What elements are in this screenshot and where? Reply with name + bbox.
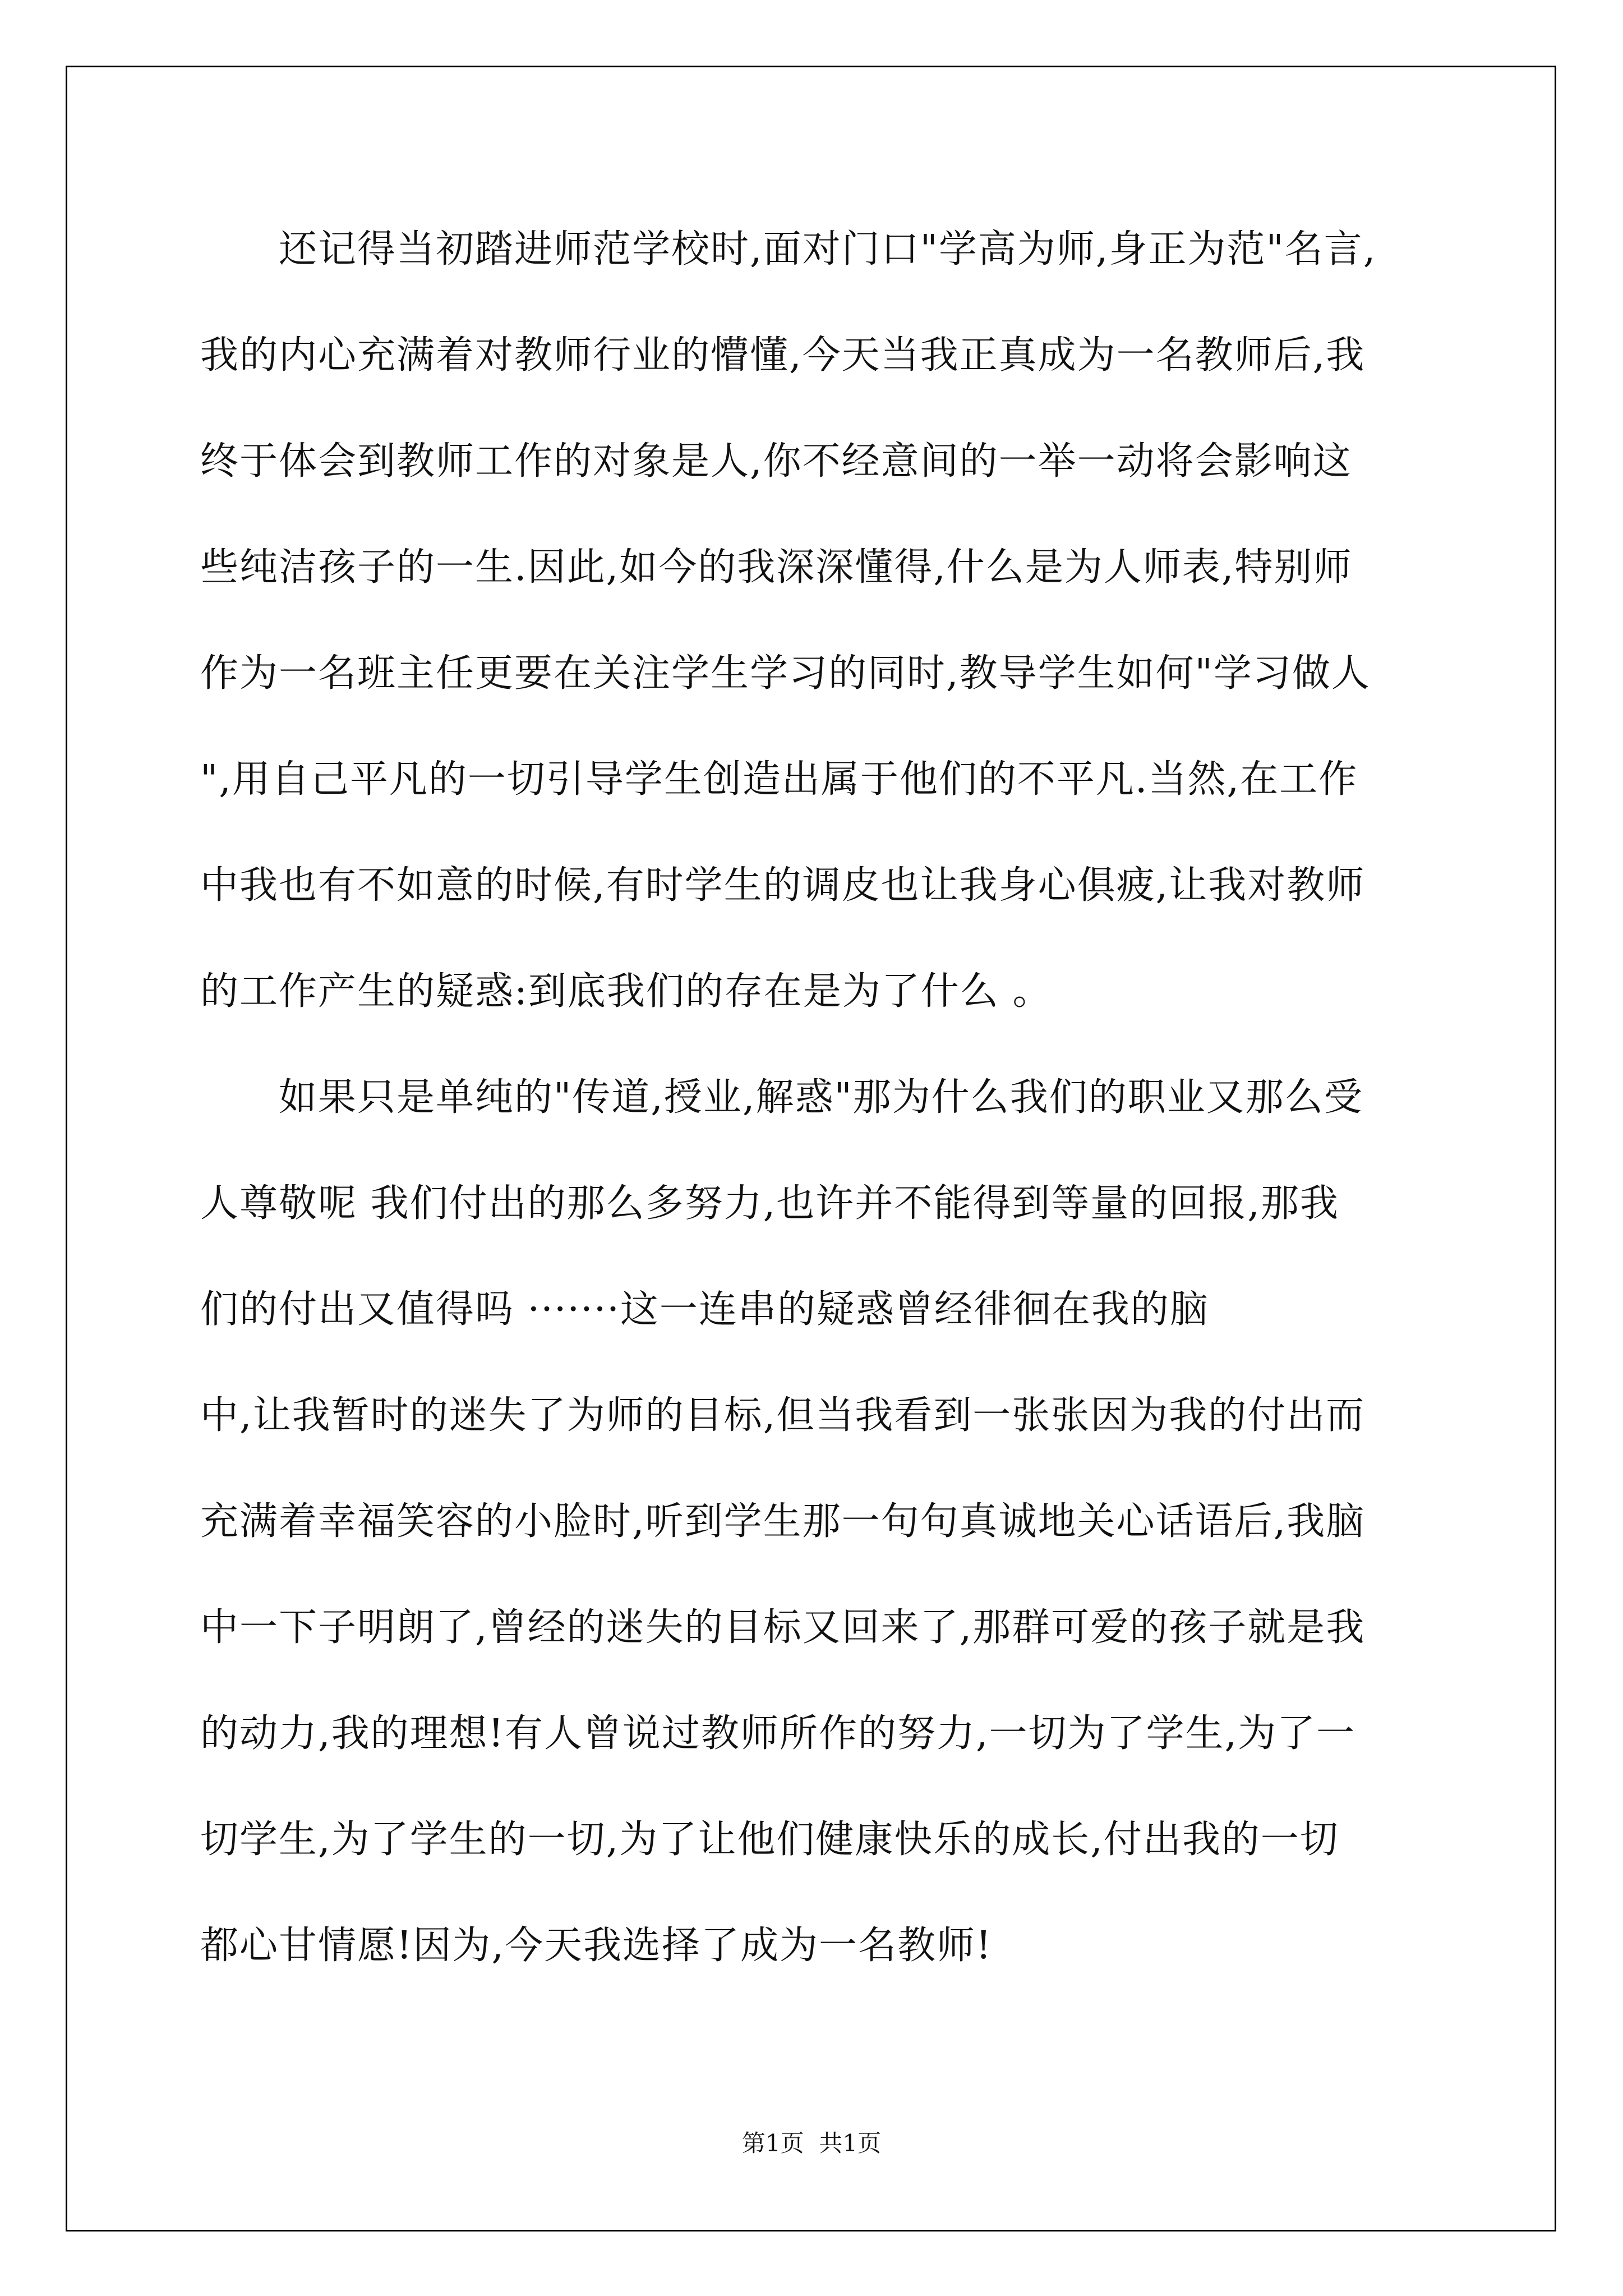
text-line: 终于体会到教师工作的对象是人,你不经意间的一举一动将会影响这 bbox=[200, 439, 1352, 484]
text-line: 的工作产生的疑惑:到底我们的存在是为了什么 。 bbox=[200, 969, 1052, 1014]
text-line: 些纯洁孩子的一生.因此,如今的我深深懂得,什么是为人师表,特别师 bbox=[200, 545, 1353, 590]
document-body bbox=[200, 196, 1434, 1999]
page-number-footer: 第1页 共1页 bbox=[741, 2129, 882, 2157]
text-line: 中我也有不如意的时候,有时学生的调皮也让我身心俱疲,让我对教师 bbox=[200, 863, 1366, 908]
text-line: 作为一名班主任更要在关注学生学习的同时,教导学生如何"学习做人 bbox=[200, 651, 1371, 696]
text-line: 都心甘情愿!因为,今天我选择了成为一名教师! bbox=[200, 1924, 993, 1968]
text-line: 切学生,为了学生的一切,为了让他们健康快乐的成长,付出我的一切 bbox=[200, 1818, 1339, 1862]
text-line: 充满着幸福笑容的小脸时,听到学生那一句句真诚地关心话语后,我脑 bbox=[200, 1499, 1366, 1544]
text-line: ",用自己平凡的一切引导学生创造出属于他们的不平凡.当然,在工作 bbox=[200, 757, 1358, 802]
text-line: 还记得当初踏进师范学校时,面对门口"学高为师,身正为范"名言, bbox=[200, 227, 1377, 272]
text-line: 们的付出又值得吗 ·······这一连串的疑惑曾经徘徊在我的脑 bbox=[200, 1287, 1209, 1332]
text-line: 如果只是单纯的"传道,授业,解惑"那为什么我们的职业又那么受 bbox=[200, 1075, 1363, 1120]
text-line: 我的内心充满着对教师行业的懵懂,今天当我正真成为一名教师后,我 bbox=[200, 333, 1366, 378]
text-line: 中一下子明朗了,曾经的迷失的目标又回来了,那群可爱的孩子就是我 bbox=[200, 1605, 1366, 1650]
text-line: 人尊敬呢 我们付出的那么多努力,也许并不能得到等量的回报,那我 bbox=[200, 1181, 1339, 1226]
text-line: 中,让我暂时的迷失了为师的目标,但当我看到一张张因为我的付出而 bbox=[200, 1393, 1366, 1438]
text-line: 的动力,我的理想!有人曾说过教师所作的努力,一切为了学生,为了一 bbox=[200, 1711, 1356, 1756]
